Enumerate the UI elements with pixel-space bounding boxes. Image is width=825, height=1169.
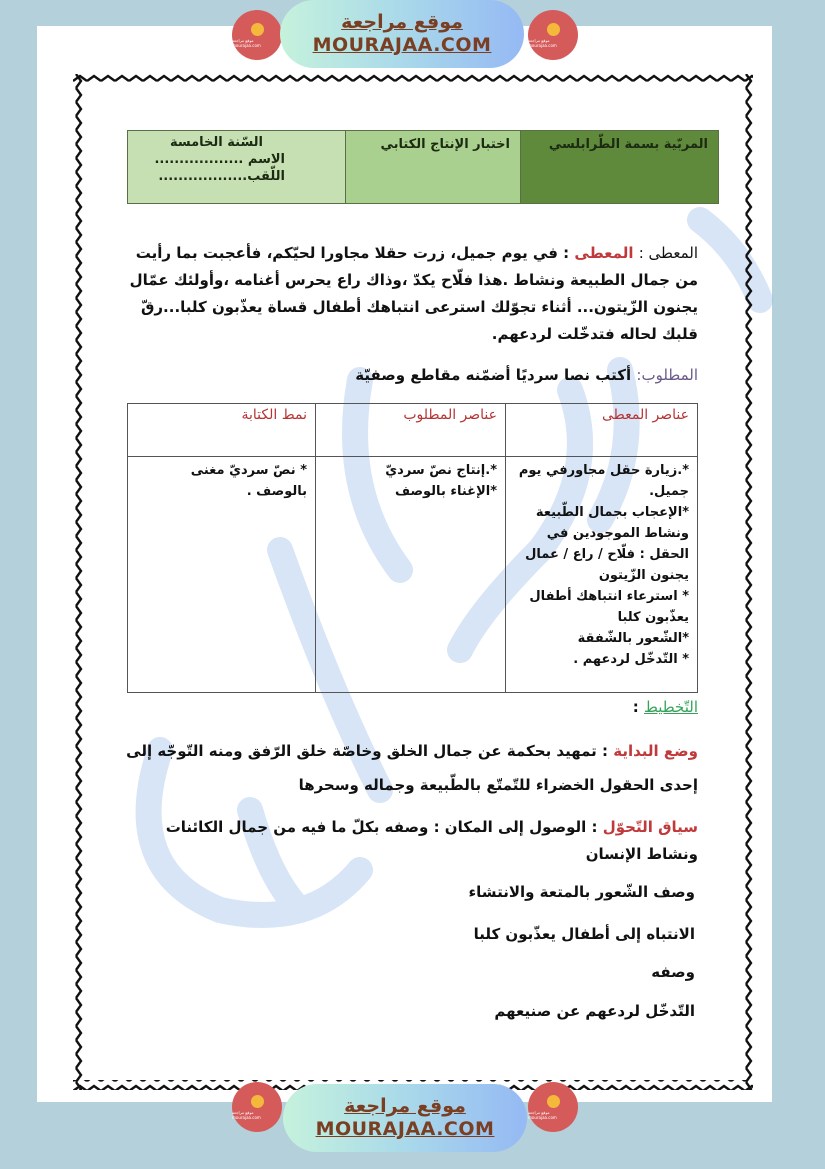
plan-step-2: الانتباه إلى أطفال يعذّبون كلبا xyxy=(473,925,695,943)
exam-title-cell xyxy=(345,131,520,203)
teacher-cell xyxy=(520,131,718,203)
plan-step-3: وصفه xyxy=(651,963,695,981)
table-header-row xyxy=(128,404,698,457)
exam-header xyxy=(127,130,719,204)
logo-mark-icon xyxy=(547,23,560,36)
given-elements-cell: *.زيارة حقل مجاورفي يوم جميل. *الإعجاب بجمال الطّبيعة ونشاط الموجودين في الحقل : فلّاح / راع / عمال يجنون الزّيتون * استرعاء انتباهك أطفال يعذّبون كلبا *الشّعور بالشّفقة * التّدخّل لردعهم . xyxy=(506,457,698,693)
name-line: الاسم .................. xyxy=(154,152,285,167)
given-paragraph xyxy=(118,240,698,348)
surname-field[interactable]: .................. xyxy=(158,169,248,184)
site-banner-top[interactable] xyxy=(280,0,524,68)
teacher-name: المربّية بسمة الطّرابلسي xyxy=(548,137,708,152)
writing-type-cell: * نصّ سرديّ مغنى بالوصف . xyxy=(128,457,316,693)
table-row xyxy=(128,457,698,693)
logo-mark-icon xyxy=(547,1095,560,1108)
site-logo-left-top[interactable]: موقع مراجعة mourajaa.com xyxy=(232,10,282,60)
header-writing-type: نمط الكتابة xyxy=(128,404,316,457)
given-label: المعطى xyxy=(574,244,634,262)
site-logo-right-top[interactable]: موقع مراجعة mourajaa.com xyxy=(528,10,578,60)
plan-step-1: وصف الشّعور بالمتعة والانتشاء xyxy=(468,883,695,901)
exam-title: اختبار الإنتاج الكتابي xyxy=(380,137,510,152)
header-given-elements: عناصر المعطى xyxy=(506,404,698,457)
logo-mark-icon xyxy=(251,23,264,36)
plan-step-4: التّدخّل لردعهم عن صنيعهم xyxy=(494,1002,695,1020)
start-section xyxy=(118,734,698,802)
site-logo-right-bottom[interactable]: موقع مراجعة mourajaa.com xyxy=(528,1082,578,1132)
given-text: : في يوم جميل، زرت حقلا مجاورا لحيّكم، فأعجبت بما رأيت من جمال الطبيعة ونشاط .هذا فلّاح يكدّ ،وذاك راع يحرس أغنامه ،وأولئك عمّال يجنون الزّيتون... أثناء تجوّلك استرعى انتباهك أطفال قساة يعذّبون كلبا...رقّ قلبك لحاله فتدخّلت لردعهم. xyxy=(129,244,698,343)
start-label: وضع البداية xyxy=(613,742,698,760)
grade-label: السّنة الخامسة xyxy=(169,135,264,150)
banner-site-name: MOURAJAA.COM xyxy=(312,34,492,56)
name-field[interactable]: .................. xyxy=(154,152,244,167)
required-label: المطلوب: xyxy=(636,366,698,384)
surname-line: اللّقب.................. xyxy=(158,169,285,184)
banner-arabic-title: موقع مراجعة xyxy=(341,11,463,33)
start-text: : تمهيد بحكمة عن جمال الخلق وخاصّة خلق الرّفق ومنه التّوجّه إلى إحدى الحقول الخضراء للتّمتّع بالطّبيعة وجماله وسحرها xyxy=(126,742,698,794)
transition-section xyxy=(118,814,698,868)
planning-title: التّخطيط xyxy=(643,698,698,716)
required-elements-cell: *.إنتاج نصّ سرديّ *الإغناء بالوصف xyxy=(316,457,506,693)
transition-label: سياق التّحوّل xyxy=(602,818,698,836)
planning-heading: التّخطيط : xyxy=(632,698,698,716)
site-logo-left-bottom[interactable]: موقع مراجعة mourajaa.com xyxy=(232,1082,282,1132)
required-text: أكتب نصا سرديًا أضمّنه مقاطع وصفيّة xyxy=(355,366,632,384)
given-prefix: المعطى : xyxy=(638,244,698,262)
transition-text: : الوصول إلى المكان : وصفه بكلّ ما فيه من جمال الكائنات ونشاط الإنسان xyxy=(165,818,698,863)
site-banner-bottom[interactable] xyxy=(283,1084,527,1152)
banner-arabic-title: موقع مراجعة xyxy=(344,1095,466,1117)
logo-mark-icon xyxy=(251,1095,264,1108)
student-info-cell xyxy=(128,131,345,203)
banner-site-name: MOURAJAA.COM xyxy=(315,1118,495,1140)
header-required-elements: عناصر المطلوب xyxy=(316,404,506,457)
required-line xyxy=(118,366,698,384)
analysis-table xyxy=(127,403,698,693)
